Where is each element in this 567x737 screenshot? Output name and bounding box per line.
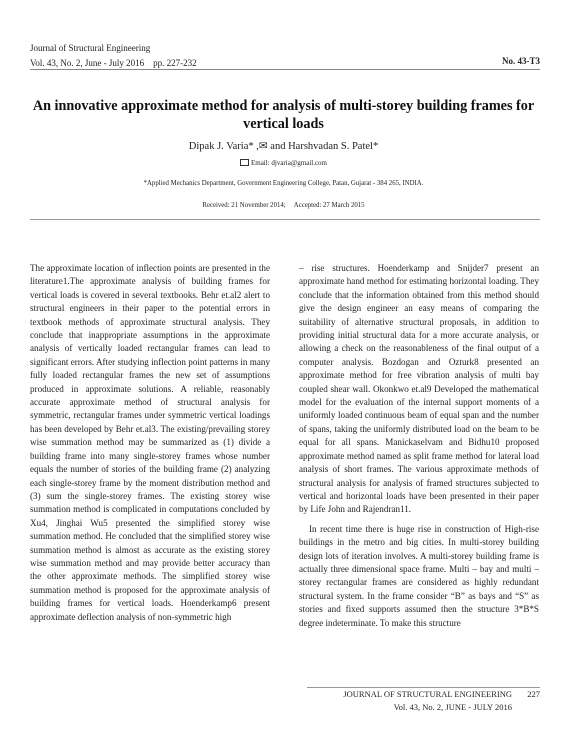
issue-number: No. 43-T3: [502, 56, 540, 66]
header-divider: [30, 69, 540, 70]
volume-line: Vol. 43, No. 2, June - July 2016 pp. 227-232: [30, 58, 197, 68]
authors: Dipak J. Varia* ,✉ and Harshvadan S. Patel*: [188, 141, 379, 152]
abstract-divider: [30, 219, 540, 220]
body-paragraph: The approximate location of inflection points are presented in the literature1.The approximate analysis of building frames for vertical loads is covered in several textbooks. Behr et.al2 alert to structural engineers in their paper to the potential errors in textbook methods of approximate structural analysis. They conclude that inappropriate assumptions in the approximate analysis of vertically loaded rectangular frames can lead to significant errors. After studying inflection point patterns in many fully loaded rectangular frames the new set of assumptions produced in approximate solutions. A reliable, reasonably accurate approximate method of structural analysis for symmetric, rectangular frames under symmetric vertical loadings has been developed by Behr et.al3. The existing/prevailing storey wise summation method may be summarized as (1) divide a building frame into many single-storey frames whose number equals the number of stories of the building frame (2) analyzing each single-storey frame by the moment distribution method and (3) sum the single-storey frames. The existing storey wise summation method is complicated in computations concluded by Xu4, Jinghai Wu5 presented the simplified storey wise summation method. He concluded that the simplified storey wise summation method is almost as accurate as the existing storey wise summation method and may provide better accuracy than the other approximate methods. The simplified storey wise summation method is proposed for the approximate analysis of building frames for vertical loads. Hoenderkamp6 present approximate deflection analysis of non-symmetric high: [30, 263, 270, 622]
mail-icon: [240, 159, 249, 166]
left-column: [30, 262, 270, 624]
journal-name: Journal of Structural Engineering: [30, 43, 151, 53]
email-text: Email: djvaria@gmail.com: [250, 159, 328, 167]
received-dates: Received: 21 November 2014; Accepted: 27 March 2015: [202, 202, 365, 209]
right-column: [299, 262, 539, 630]
affiliation: *Applied Mechanics Department, Government Engineering College, Patan, Gujarat - 384 265, INDIA.: [143, 180, 424, 187]
email-line: [0, 159, 567, 167]
body-paragraph: In recent time there is huge rise in construction of High-rise buildings in the metro and big cities. In multi-storey building design lots of iteration involves. A multi-storey building frame is actually three dimensional space frame. Multi – bay and multi – storey rectangular frames are considered as highly redundant structural system. In the frame consider “B” as bays and “S” as stories and fixed supports assumed then the structure 3*B*S degree indeterminate. To make this structure: [299, 523, 539, 628]
body-paragraph: – rise structures. Hoenderkamp and Snijder7 present an approximate hand method for estimating horizontal loading. They conclude that the information obtained from this method should give the design engineer an easy means of comparing the suitability of alternative structural proposals, in addition to providing initial structural data for a more accurate analysis, or allowing a check on the reasonableness of the final output of a computer analysis. Bozdogan and Ozturk8 presented an approximate method for free vibration analysis of multi bay coupled shear wall. Okonkwo et.al9 Developed the mathematical model for the evaluation of the internal support moments of a uniformly loaded continuous beam of equal span and the number of spans, taking the uniformly distributed load on the beam to be equal for all spans. Manickaselvam and Bidhu10 proposed approximate method named as split frame method for lateral load analysis of short frames. The various approximate methods of structural analysis for analysis of framed structures subjected to vertical and horizontal loads have been presented in their paper by Life John and Rajendran11.: [299, 263, 539, 515]
footer-journal: JOURNAL OF STRUCTURAL ENGINEERING: [343, 689, 512, 699]
page-footer: [343, 688, 540, 714]
paper-title: An innovative approximate method for analysis of multi-storey building frames for vertical loads: [32, 98, 535, 132]
journal-header: [30, 41, 197, 71]
page-number: 227: [527, 689, 540, 699]
footer-volume: Vol. 43, No. 2, JUNE - JULY 2016: [393, 702, 512, 712]
